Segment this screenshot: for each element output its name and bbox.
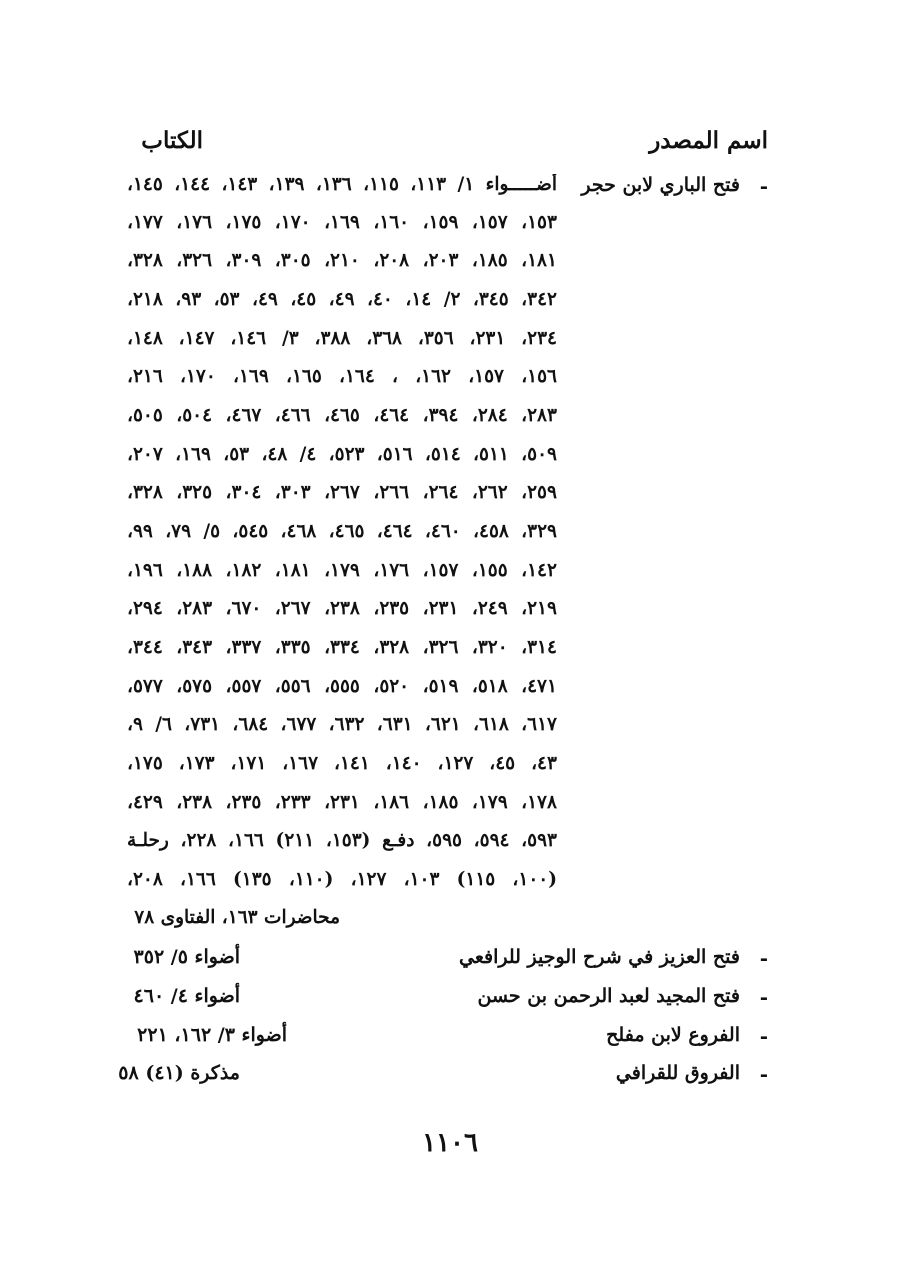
- entry-reference-line: ٢٥٩، ٢٦٢، ٢٦٤، ٢٦٦، ٢٦٧، ٣٠٣، ٣٠٤، ٣٢٥، ٣٢٨،: [127, 482, 557, 503]
- entry-reference-line: ١٧٨، ١٧٩، ١٨٥، ١٨٦، ٢٣١، ٢٣٣، ٢٣٥، ٢٣٨، ٤٢٩،: [127, 792, 557, 813]
- entry-source-name: الفروق للقرافي: [615, 1062, 740, 1084]
- entry-reference-line: ٢٣٤، ٢٣١، ٣٥٦، ٣٦٨، ٣٨٨، ٣/ ١٤٦، ١٤٧، ١٤٨،: [127, 328, 557, 349]
- entry-bullet: -: [759, 174, 768, 198]
- entry-reference-line: ٥٠٩، ٥١١، ٥١٤، ٥١٦، ٥٢٣، ٤/ ٤٨، ٥٣، ١٦٩، ٢٠٧،: [127, 444, 557, 465]
- entry-reference-line: ٣١٤، ٣٢٠، ٣٢٦، ٣٢٨، ٣٣٤، ٣٣٥، ٣٣٧، ٣٤٣، ٣٤٤،: [127, 637, 557, 658]
- entry-reference-line: ١٨١، ١٨٥، ٢٠٣، ٢٠٨، ٢١٠، ٣٠٥، ٣٠٩، ٣٢٦، ٣٢٨،: [127, 250, 557, 271]
- entry-reference-line: ٤٧١، ٥١٨، ٥١٩، ٥٢٠، ٥٥٥، ٥٥٦، ٥٥٧، ٥٧٥، ٥٧٧،: [127, 676, 557, 697]
- entry-bullet: -: [759, 985, 768, 1009]
- entry-reference-line: ٢١٩، ٢٤٩، ٢٣١، ٢٣٥، ٢٣٨، ٢٦٧، ٦٧٠، ٢٨٣، ٢٩٤،: [127, 598, 557, 619]
- entry-bullet: -: [759, 1024, 768, 1048]
- entry-reference: أضواء ٤/ ٤٦٠: [133, 985, 240, 1007]
- entry-reference-line: ٤٣، ٤٥، ١٢٧، ١٤٠، ١٤١، ١٦٧، ١٧١، ١٧٣، ١٧٥،: [127, 753, 557, 774]
- entry-reference-line: ٦١٧، ٦١٨، ٦٢١، ٦٣١، ٦٣٢، ٦٧٧، ٦٨٤، ٧٣١، ٦/ ٩،: [127, 714, 557, 735]
- entry-reference: مذكرة (٤١) ٥٨: [118, 1062, 240, 1084]
- entry-source-name: فتح العزيز في شرح الوجيز للرافعي: [458, 946, 740, 968]
- entry-reference-line: ٥٩٣، ٥٩٤، ٥٩٥، دفـع (١٥٣، ٢١١) ١٦٦، ٢٢٨، رحلـة: [127, 830, 557, 851]
- entry-bullet: -: [759, 946, 768, 970]
- entry-reference-line: ١٥٦، ١٥٧، ١٦٢، ، ١٦٤، ١٦٥، ١٦٩، ١٧٠، ٢١٦،: [127, 366, 557, 387]
- entry-reference-line: محاضرات ١٦٣، الفتاوى ٧٨: [134, 907, 340, 928]
- page-number: ١١٠٦: [422, 1128, 478, 1158]
- entry-source-name: الفروع لابن مفلح: [606, 1024, 740, 1046]
- entry-reference-line: ٣٤٢، ٣٤٥، ٢/ ١٤، ٤٠، ٤٩، ٤٥، ٤٩، ٥٣، ٩٣، ٢١٨،: [127, 289, 557, 310]
- entry-source-name: فتح المجيد لعبد الرحمن بن حسن: [477, 985, 740, 1007]
- column-header-source-name: اسم المصدر: [649, 127, 768, 154]
- entry-reference-line: أضـــــواء ١/ ١١٣، ١١٥، ١٣٦، ١٣٩، ١٤٣، ١٤٤، ١٤٥،: [127, 174, 557, 195]
- entry-reference-line: ١٤٢، ١٥٥، ١٥٧، ١٧٦، ١٧٩، ١٨١، ١٨٢، ١٨٨، ١٩٦،: [127, 560, 557, 581]
- entry-source-name: فتح الباري لابن حجر: [581, 174, 740, 196]
- column-header-book: الكتاب: [141, 127, 203, 154]
- entry-reference-line: (١٠٠، ١١٥) ١٠٣، ١٢٧، (١١٠، ١٣٥) ١٦٦، ٢٠٨،: [127, 869, 557, 890]
- entry-reference: أضواء ٥/ ٣٥٢: [133, 946, 240, 968]
- entry-reference-line: ٣٢٩، ٤٥٨، ٤٦٠، ٤٦٤، ٤٦٥، ٤٦٨، ٥٤٥، ٥/ ٧٩، ٩٩،: [127, 521, 557, 542]
- entry-reference-line: ١٥٣، ١٥٧، ١٥٩، ١٦٠، ١٦٩، ١٧٠، ١٧٥، ١٧٦، ١٧٧،: [127, 212, 557, 233]
- entry-reference: أضواء ٣/ ١٦٢، ٢٢١: [137, 1024, 287, 1046]
- entry-reference-line: ٢٨٣، ٢٨٤، ٣٩٤، ٤٦٤، ٤٦٥، ٤٦٦، ٤٦٧، ٥٠٤، ٥٠٥،: [127, 405, 557, 426]
- entry-bullet: -: [759, 1062, 768, 1086]
